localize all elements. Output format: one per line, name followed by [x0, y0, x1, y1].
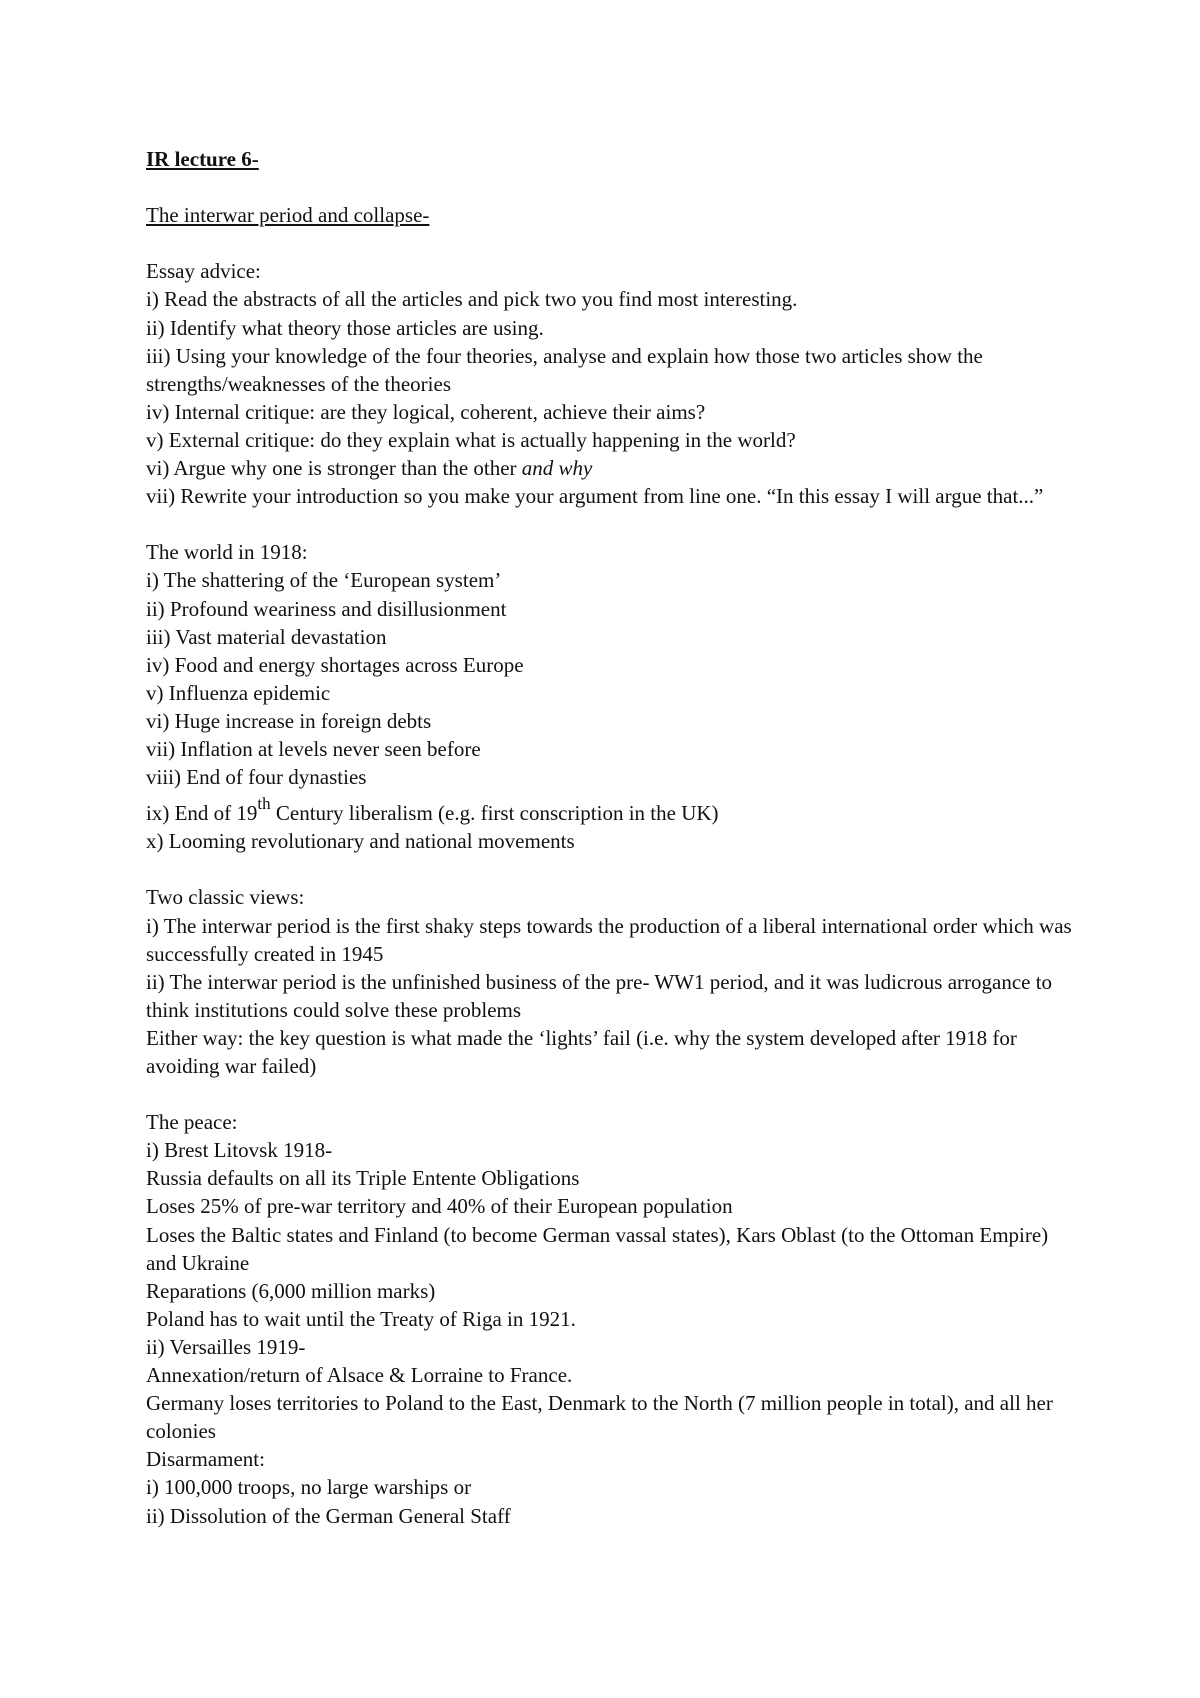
essay-item: iii) Using your knowledge of the four theories, analyse and explain how those two articles show the strengths/weaknesses of the theories — [146, 343, 983, 396]
world-item — [146, 791, 1076, 827]
peace-item: Reparations (6,000 million marks) — [146, 1278, 436, 1303]
views-item: i) The interwar period is the first shaky steps towards the production of a liberal international order which was successfully created in 1945 — [146, 913, 1072, 966]
classic-views-section — [146, 883, 1076, 1080]
world-heading: The world in 1918: — [146, 540, 308, 565]
document-page — [146, 145, 1076, 1530]
world-item: vi) Huge increase in foreign debts — [146, 708, 432, 733]
peace-item: Loses 25% of pre-war territory and 40% of their European population — [146, 1194, 733, 1219]
spacer — [146, 1080, 1076, 1108]
world-item: iv) Food and energy shortages across Europe — [146, 652, 524, 677]
views-heading: Two classic views: — [146, 885, 305, 910]
essay-item — [146, 454, 1076, 482]
spacer — [146, 173, 1076, 201]
essay-item: i) Read the abstracts of all the articles and pick two you find most interesting. — [146, 287, 798, 312]
world-item: x) Looming revolutionary and national movements — [146, 829, 575, 854]
essay-item: iv) Internal critique: are they logical, coherent, achieve their aims? — [146, 399, 706, 424]
essay-item: vii) Rewrite your introduction so you make your argument from line one. “In this essay I will argue that...” — [146, 484, 1044, 509]
essay-item: v) External critique: do they explain what is actually happening in the world? — [146, 427, 796, 452]
spacer — [146, 510, 1076, 538]
essay-heading: Essay advice: — [146, 259, 261, 284]
peace-heading: The peace: — [146, 1110, 238, 1135]
peace-item: Germany loses territories to Poland to the East, Denmark to the North (7 million people in total), and all her colonies — [146, 1391, 1053, 1444]
spacer — [146, 229, 1076, 257]
peace-item: Annexation/return of Alsace & Lorraine to France. — [146, 1363, 573, 1388]
world-item-text: Century liberalism (e.g. first conscription in the UK) — [270, 801, 719, 826]
peace-item: ii) Dissolution of the German General Staff — [146, 1503, 511, 1528]
essay-item-text: vi) Argue why one is stronger than the other — [146, 456, 522, 481]
section-subtitle: The interwar period and collapse- — [146, 203, 430, 228]
peace-item: ii) Versailles 1919- — [146, 1334, 306, 1359]
world-item: i) The shattering of the ‘European system’ — [146, 568, 502, 593]
world-item: viii) End of four dynasties — [146, 765, 367, 790]
page-title: IR lecture 6- — [146, 147, 259, 171]
peace-item: i) 100,000 troops, no large warships or — [146, 1475, 472, 1500]
essay-item: ii) Identify what theory those articles are using. — [146, 315, 544, 340]
essay-item-emphasis: and why — [521, 456, 593, 481]
world-item: v) Influenza epidemic — [146, 680, 331, 705]
world-item: ii) Profound weariness and disillusionment — [146, 596, 507, 621]
peace-item: Loses the Baltic states and Finland (to become German vassal states), Kars Oblast (to the Ottoman Empire) and Ukraine — [146, 1222, 1049, 1275]
world-item-superscript: th — [257, 794, 271, 814]
peace-item: Russia defaults on all its Triple Entente Obligations — [146, 1166, 580, 1191]
views-item: ii) The interwar period is the unfinished business of the pre- WW1 period, and it was ludicrous arrogance to think institutions could solve these problems — [146, 969, 1053, 1022]
world-item: iii) Vast material devastation — [146, 624, 387, 649]
world-1918-section — [146, 538, 1076, 855]
world-item-text: ix) End of 19 — [146, 801, 258, 826]
peace-section — [146, 1108, 1076, 1529]
essay-advice-section — [146, 257, 1076, 510]
world-item: vii) Inflation at levels never seen before — [146, 736, 481, 761]
peace-item: i) Brest Litovsk 1918- — [146, 1138, 333, 1163]
peace-item: Disarmament: — [146, 1447, 265, 1472]
peace-item: Poland has to wait until the Treaty of Riga in 1921. — [146, 1306, 576, 1331]
spacer — [146, 855, 1076, 883]
views-item: Either way: the key question is what made the ‘lights’ fail (i.e. why the system developed after 1918 for avoiding war failed) — [146, 1025, 1017, 1078]
